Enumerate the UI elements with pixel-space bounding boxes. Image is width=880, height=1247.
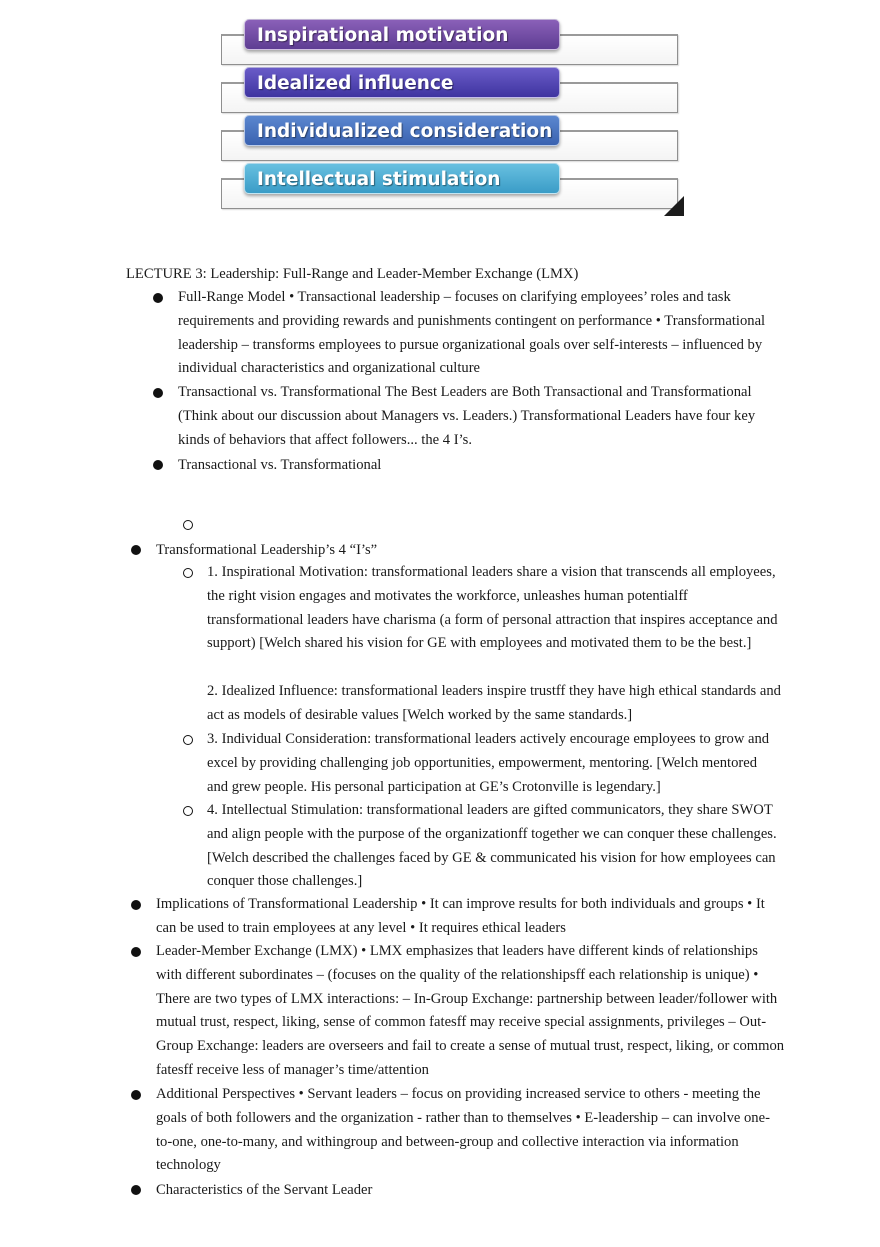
inspirational-motivation-text: 1. Inspirational Motivation: transformational leaders share a vision that transcends all employees, the right vision engages and motivates the workforce, unleashes human potentialff transformational leaders have charisma (a form of personal attraction that inspires acceptance and support) [Welch shared his vision for GE with employees and motivated them to be the best.] [207, 564, 778, 652]
transformational-four-is-title: Transformational Leadership’s 4 “I’s” [156, 542, 378, 558]
implications-text: Implications of Transformational Leadership • It can improve results for both individuals and groups • It can be used to train employees at any level • It requires ethical leaders [156, 896, 765, 936]
bullet-dot [131, 947, 141, 957]
full-range-model-text: Full-Range Model • Transactional leadership – focuses on clarifying employees’ roles and task requirements and providing rewards and punishments contingent on performance • Transformational leadership – transforms employees to pursue organizational goals over self-interests – influenced by individual characteristics and organizational culture [178, 289, 766, 377]
intellectual-stimulation-text: 4. Intellectual Stimulation: transformational leaders are gifted communicators, they share SWOT and align people with the purpose of the organizationff together we can conquer these challenges. [Welch described the challenges faced by GE & communicated his vision for how employees can conquer those challenges.] [207, 802, 777, 890]
diagram-corner-mark [664, 196, 684, 216]
diagram-bar-inspirational-motivation: Inspirational motivation [244, 19, 560, 50]
servant-leader-characteristics-label: Characteristics of the Servant Leader [156, 1182, 373, 1198]
additional-perspectives-text: Additional Perspectives • Servant leaders – focus on providing increased service to others - meeting the goals of both followers and the organization - rather than to themselves • E-leadership – can involve one-to-one, one-to-many, and withingroup and between-group and collective interaction via information technology [156, 1086, 770, 1174]
transactional-vs-transformational-text: Transactional vs. Transformational The Best Leaders are Both Transactional and Transformational (Think about our discussion about Managers vs. Leaders.) Transformational Leaders have four key kinds of behaviors that affect followers... the 4 I’s. [178, 384, 756, 448]
bullet-dot [131, 900, 141, 910]
empty-sub-bullet [183, 520, 193, 530]
bullet-dot [131, 1185, 141, 1195]
diagram-bar-intellectual-stimulation: Intellectual stimulation [244, 163, 560, 194]
sub-bullet-ring [183, 568, 193, 578]
diagram-bar-individualized-consideration: Individualized consideration [244, 115, 560, 146]
bullet-dot [153, 460, 163, 470]
lecture-heading: LECTURE 3: Leadership: Full-Range and Leader-Member Exchange (LMX) [126, 266, 579, 282]
individual-consideration-text: 3. Individual Consideration: transformational leaders actively encourage employees to grow and excel by providing challenging job opportunities, empowerment, mentoring. [Welch mentored and grew people. His personal participation at GE’s Crotonville is legendary.] [207, 731, 770, 795]
sub-bullet-ring [183, 735, 193, 745]
transactional-vs-transformational-label: Transactional vs. Transformational [178, 457, 382, 473]
bullet-dot [131, 545, 141, 555]
sub-bullet-ring [183, 806, 193, 816]
four-is-diagram [215, 14, 690, 216]
bullet-dot [153, 293, 163, 303]
diagram-bar-idealized-influence: Idealized influence [244, 67, 560, 98]
idealized-influence-text: 2. Idealized Influence: transformational leaders inspire trustff they have high ethical standards and act as models of desirable values [Welch worked by the same standards.] [207, 683, 781, 723]
bullet-dot [131, 1090, 141, 1100]
bullet-dot [153, 388, 163, 398]
lmx-text: Leader-Member Exchange (LMX) • LMX emphasizes that leaders have different kinds of relationships with different subordinates – (focuses on the quality of the relationshipsff each relationship is unique) • There are two types of LMX interactions: – In-Group Exchange: partnership between leader/follower with mutual trust, respect, liking, sense of common fatesff may receive special assignments, privileges – Out-Group Exchange: leaders are overseers and fail to create a sense of mutual trust, respect, liking, or common fatesff receive less of manager’s time/attention [156, 943, 785, 1078]
